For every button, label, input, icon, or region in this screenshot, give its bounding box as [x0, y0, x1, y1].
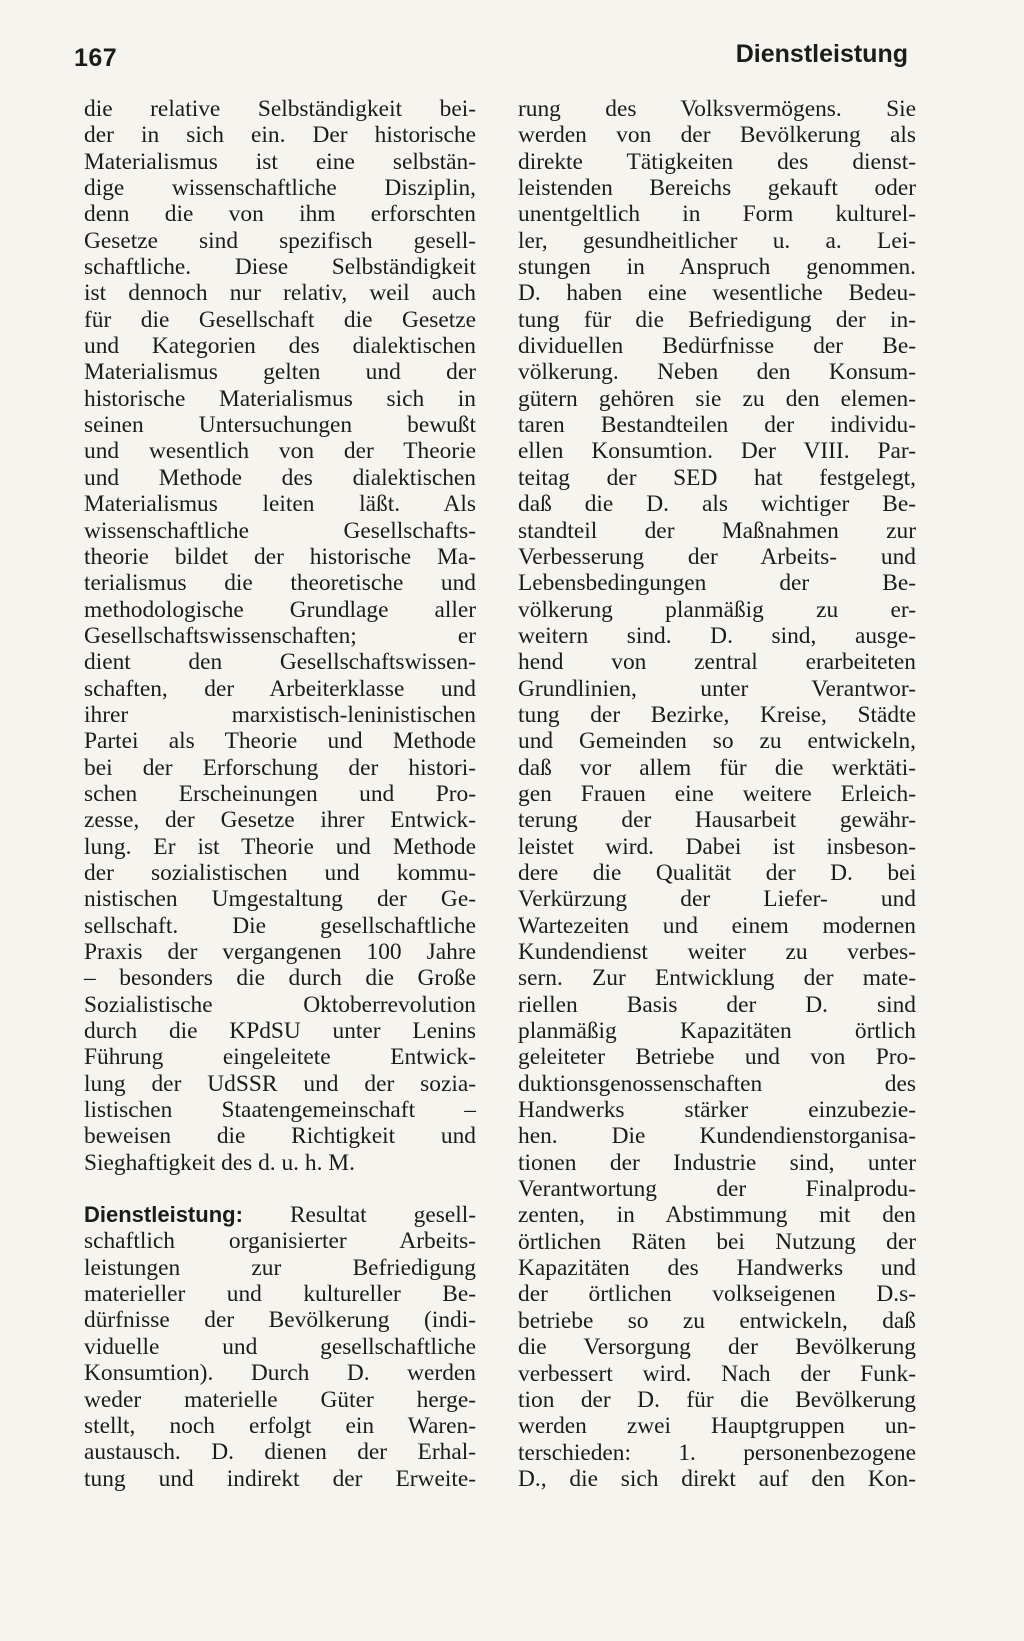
text-line: bei der Erforschung der histori-	[84, 754, 476, 781]
text-line: völkerung planmäßig zu er-	[518, 596, 916, 623]
text-line: Verantwortung der Finalprodu-	[518, 1176, 916, 1203]
text-line: Grundlinien, unter Verantwor-	[518, 675, 916, 702]
text-line: stungen in Anspruch genommen.	[518, 254, 916, 281]
text-line: Praxis der vergangenen 100 Jahre	[84, 939, 476, 965]
text-line: unentgeltlich in Form kulturel-	[518, 201, 916, 228]
text-line: stellt, noch erfolgt ein Waren-	[84, 1412, 476, 1439]
text-line: ellen Konsumtion. Der VIII. Par-	[518, 438, 916, 465]
text-line: Sieghaftigkeit des d. u. h. M.	[84, 1149, 355, 1176]
text-line: terung der Hausarbeit gewähr-	[518, 807, 916, 834]
text-line: Sozialistische Oktoberrevolution	[84, 991, 476, 1018]
text-line: leistet wird. Dabei ist insbeson-	[518, 833, 916, 860]
text-line: rung des Volksvermögens. Sie	[518, 96, 916, 122]
entry-first-line-text: Resultat gesell-	[242, 1202, 476, 1229]
text-line: verbessert wird. Nach der Funk-	[518, 1360, 916, 1387]
text-line: schaftlich organisierter Arbeits-	[84, 1228, 476, 1255]
text-line: der örtlichen volkseigenen D.s-	[518, 1281, 916, 1308]
paragraph-dienstleistung-continued	[518, 96, 916, 1492]
text-line: gen Frauen eine weitere Erleich-	[518, 780, 916, 807]
text-line: Kundendienst weiter zu verbes-	[518, 939, 916, 965]
text-line: Materialismus ist eine selbstän-	[84, 148, 476, 175]
entry-term: Dienstleistung:	[84, 1202, 243, 1228]
text-line: dige wissenschaftliche Disziplin,	[84, 175, 476, 202]
text-line: D. haben eine wesentliche Bedeu-	[518, 280, 916, 307]
text-line: dürfnisse der Bevölkerung (indi-	[84, 1307, 476, 1334]
text-line: Partei als Theorie und Methode	[84, 728, 476, 755]
text-line: dividuellen Bedürfnisse der Be-	[518, 333, 916, 360]
text-line: sellschaft. Die gesellschaftliche	[84, 912, 476, 939]
text-line: lung der UdSSR und der sozia-	[84, 1070, 476, 1097]
text-line: beweisen die Richtigkeit und	[84, 1123, 476, 1150]
entry-separator	[84, 1176, 476, 1202]
text-line: hen. Die Kundendienstorganisa-	[518, 1123, 916, 1150]
text-line: dere die Qualität der D. bei	[518, 859, 916, 886]
text-line: nistischen Umgestaltung der Ge-	[84, 886, 476, 913]
text-line: schen Erscheinungen und Pro-	[84, 780, 476, 807]
paragraph-historical-materialism	[84, 96, 476, 1176]
text-line: denn die von ihm erforschten	[84, 201, 476, 228]
text-line: Konsumtion). Durch D. werden	[84, 1360, 476, 1387]
text-line: seinen Untersuchungen bewußt	[84, 412, 476, 439]
text-line: gütern gehören sie zu den elemen-	[518, 385, 916, 412]
text-line: die relative Selbständigkeit bei-	[84, 96, 476, 122]
text-line: örtlichen Räten bei Nutzung der	[518, 1228, 916, 1255]
text-line: werden von der Bevölkerung als	[518, 122, 916, 149]
text-line: austausch. D. dienen der Erhal-	[84, 1439, 476, 1466]
text-line: für die Gesellschaft die Gesetze	[84, 306, 476, 333]
text-line: leistungen zur Befriedigung	[84, 1254, 476, 1281]
text-line: sern. Zur Entwicklung der mate-	[518, 965, 916, 992]
paragraph-dienstleistung-definition	[84, 1228, 476, 1491]
text-line: materieller und kultureller Be-	[84, 1281, 476, 1308]
text-line: und Kategorien des dialektischen	[84, 333, 476, 360]
text-line: zesse, der Gesetze ihrer Entwick-	[84, 807, 476, 834]
text-line: terschieden: 1. personenbezogene	[518, 1439, 916, 1466]
text-line: die Versorgung der Bevölkerung	[518, 1334, 916, 1361]
text-line: geleiteter Betriebe und von Pro-	[518, 1044, 916, 1071]
text-line: hend von zentral erarbeiteten	[518, 649, 916, 676]
text-line: planmäßig Kapazitäten örtlich	[518, 1018, 916, 1045]
running-head: Dienstleistung	[735, 40, 908, 68]
left-column	[84, 96, 476, 1492]
text-line: zenten, in Abstimmung mit den	[518, 1202, 916, 1229]
text-line: tionen der Industrie sind, unter	[518, 1149, 916, 1176]
text-line: historische Materialismus sich in	[84, 385, 476, 412]
text-line: standteil der Maßnahmen zur	[518, 517, 916, 544]
text-line: tung der Bezirke, Kreise, Städte	[518, 701, 916, 728]
text-line: Wartezeiten und einem modernen	[518, 912, 916, 939]
text-line: weitern sind. D. sind, ausge-	[518, 622, 916, 649]
text-line: daß die D. als wichtiger Be-	[518, 491, 916, 518]
text-line: schaftliche. Diese Selbständigkeit	[84, 254, 476, 281]
text-line: – besonders die durch die Große	[84, 965, 476, 992]
text-line: listischen Staatengemeinschaft –	[84, 1097, 476, 1124]
text-line: durch die KPdSU unter Lenins	[84, 1018, 476, 1045]
text-line: weder materielle Güter herge-	[84, 1386, 476, 1413]
text-line: Gesellschaftswissenschaften; er	[84, 622, 476, 649]
text-line: betriebe so zu entwickeln, daß	[518, 1307, 916, 1334]
text-line: und Gemeinden so zu entwickeln,	[518, 728, 916, 755]
text-line: Materialismus leiten läßt. Als	[84, 491, 476, 518]
text-line: der sozialistischen und kommu-	[84, 859, 476, 886]
text-line: Lebensbedingungen der Be-	[518, 570, 916, 597]
text-line: Verkürzung der Liefer- und	[518, 886, 916, 913]
text-line: werden zwei Hauptgruppen un-	[518, 1413, 916, 1440]
text-line: Handwerks stärker einzubezie-	[518, 1097, 916, 1124]
text-line: methodologische Grundlage aller	[84, 596, 476, 623]
text-line: terialismus die theoretische und	[84, 570, 476, 597]
right-column	[518, 96, 916, 1492]
text-line: und Methode des dialektischen	[84, 464, 476, 491]
text-line: D., die sich direkt auf den Kon-	[518, 1465, 916, 1492]
text-line: Materialismus gelten und der	[84, 359, 476, 386]
text-line: leistenden Bereichs gekauft oder	[518, 175, 916, 202]
text-line: teitag der SED hat festgelegt,	[518, 464, 916, 491]
text-line: tung für die Befriedigung der in-	[518, 306, 916, 333]
text-line: viduelle und gesellschaftliche	[84, 1333, 476, 1360]
text-line: völkerung. Neben den Konsum-	[518, 359, 916, 386]
text-line: ihrer marxistisch-leninistischen	[84, 701, 476, 728]
text-line: ler, gesundheitlicher u. a. Lei-	[518, 227, 916, 254]
text-line: Gesetze sind spezifisch gesell-	[84, 227, 476, 254]
text-line: Kapazitäten des Handwerks und	[518, 1255, 916, 1282]
text-line: duktionsgenossenschaften des	[518, 1070, 916, 1097]
text-line: Verbesserung der Arbeits- und	[518, 543, 916, 570]
text-line: riellen Basis der D. sind	[518, 991, 916, 1018]
text-line: der in sich ein. Der historische	[84, 122, 476, 149]
text-line: wissenschaftliche Gesellschafts-	[84, 517, 476, 544]
entry-first-line	[84, 1202, 476, 1228]
text-line: ist dennoch nur relativ, weil auch	[84, 280, 476, 307]
text-line: theorie bildet der historische Ma-	[84, 543, 476, 570]
text-line: daß vor allem für die werktäti-	[518, 754, 916, 781]
text-line: lung. Er ist Theorie und Methode	[84, 833, 476, 860]
text-line: schaften, der Arbeiterklasse und	[84, 675, 476, 702]
text-line: tung und indirekt der Erweite-	[84, 1465, 476, 1492]
text-line: tion der D. für die Bevölkerung	[518, 1386, 916, 1413]
text-line: Führung eingeleitete Entwick-	[84, 1044, 476, 1071]
text-line: dient den Gesellschaftswissen-	[84, 649, 476, 676]
text-line: taren Bestandteilen der individu-	[518, 412, 916, 439]
text-line: und wesentlich von der Theorie	[84, 438, 476, 465]
page-number: 167	[74, 44, 118, 72]
text-line: direkte Tätigkeiten des dienst-	[518, 148, 916, 175]
